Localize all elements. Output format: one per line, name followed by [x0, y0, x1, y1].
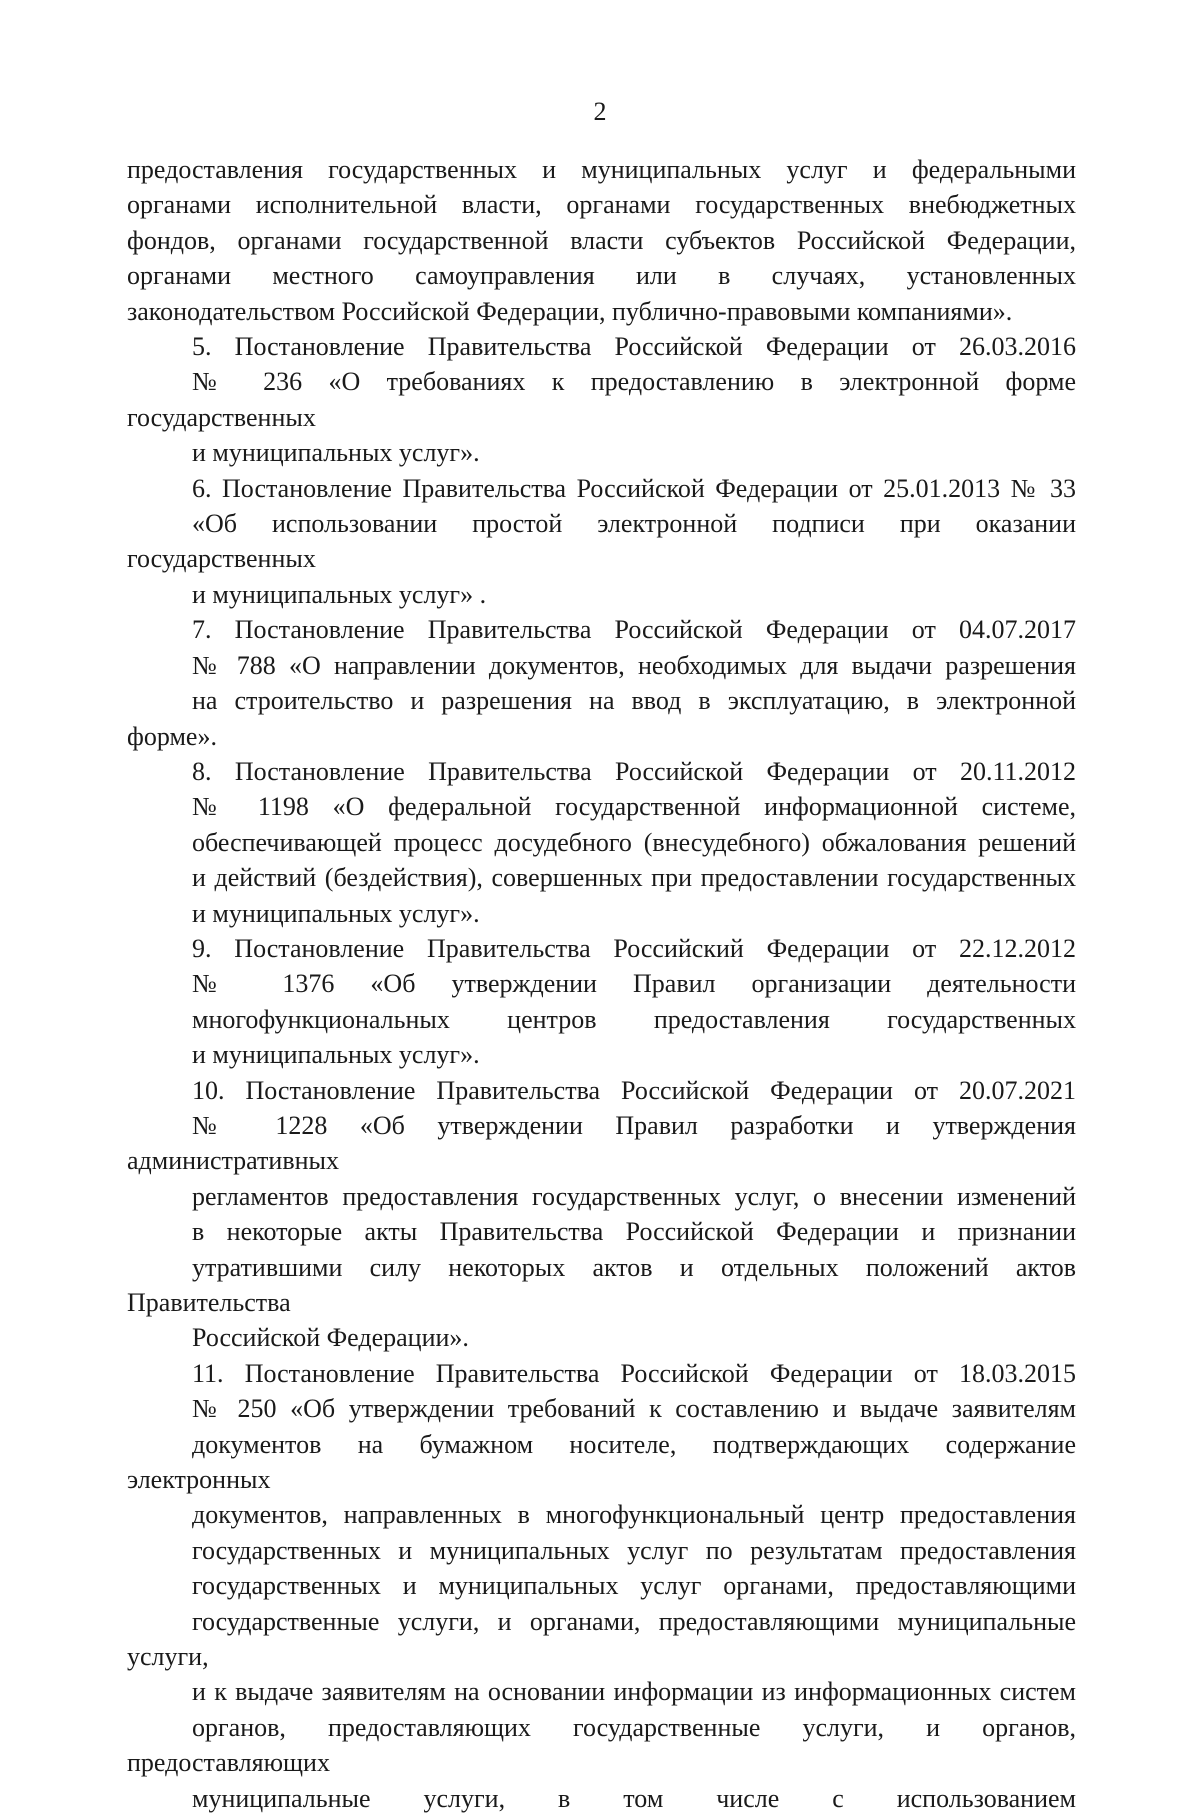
text-line: № 250 «Об утверждении требований к составлению и выдаче заявителям: [192, 1394, 1076, 1424]
text-line: № 1228 «Об утверждении Правил разработки и утверждения административных: [127, 1110, 1076, 1176]
text-line: многофункциональных центров предоставления государственных: [192, 1004, 1076, 1034]
text-line: Российской Федерации».: [192, 1323, 469, 1353]
text-line: муниципальные услуги, в том числе с использованием: [192, 1783, 1076, 1813]
text-line: государственных и муниципальных услуг по результатам предоставления: [192, 1535, 1076, 1565]
text-line: 6. Постановление Правительства Российской Федерации от 25.01.2013 № 33: [192, 473, 1076, 503]
text-line: и муниципальных услуг».: [192, 1040, 480, 1070]
text-line: обеспечивающей процесс досудебного (внесудебного) обжалования решений: [192, 827, 1076, 857]
text-line: 9. Постановление Правительства Российский Федерации от 22.12.2012: [192, 933, 1076, 963]
text-line: 11. Постановление Правительства Российской Федерации от 18.03.2015: [192, 1358, 1076, 1388]
text-line: государственные услуги, и органами, предоставляющими муниципальные услуги,: [127, 1606, 1076, 1672]
text-line: на строительство и разрешения на ввод в эксплуатацию, в электронной форме».: [127, 686, 1076, 751]
text-line: 5. Постановление Правительства Российской Федерации от 26.03.2016: [192, 332, 1076, 362]
text-line: 10. Постановление Правительства Российской Федерации от 20.07.2021: [192, 1075, 1076, 1105]
text-line: законодательством Российской Федерации, публично-правовыми компаниями».: [127, 296, 1013, 326]
text-line: 8. Постановление Правительства Российской Федерации от 20.11.2012: [192, 756, 1076, 786]
text-line: № 1376 «Об утверждении Правил организации деятельности: [192, 969, 1076, 999]
continuation-paragraph: [127, 152, 1076, 329]
text-line: органами исполнительной власти, органами государственных внебюджетных: [127, 190, 1076, 220]
text-line: органов, предоставляющих государственные услуги, и органов, предоставляющих: [127, 1712, 1076, 1778]
text-line: № 236 «О требованиях к предоставлению в электронной форме государственных: [127, 367, 1076, 432]
text-line: и муниципальных услуг» .: [192, 579, 487, 609]
text-line: в некоторые акты Правительства Российской Федерации и признании: [192, 1217, 1076, 1247]
text-line: государственных и муниципальных услуг органами, предоставляющими: [192, 1571, 1076, 1601]
text-line: утратившими силу некоторых актов и отдельных положений актов Правительства: [127, 1252, 1076, 1317]
text-line: и муниципальных услуг».: [192, 898, 480, 928]
text-line: и действий (бездействия), совершенных при предоставлении государственных: [192, 863, 1076, 893]
text-line: предоставления государственных и муниципальных услуг и федеральными: [127, 155, 1076, 184]
text-line: регламентов предоставления государственных услуг, о внесении изменений: [192, 1181, 1076, 1211]
numbered-paragraph: [127, 612, 1076, 754]
text-line: фондов, органами государственной власти субъектов Российской Федерации,: [127, 225, 1076, 255]
numbered-paragraph: [127, 754, 1076, 931]
document-body: [127, 152, 1076, 1816]
page-number: 2: [593, 97, 607, 126]
numbered-paragraph: [127, 329, 1076, 471]
text-line: документов, направленных в многофункциональный центр предоставления: [192, 1500, 1076, 1530]
text-line: 7. Постановление Правительства Российской Федерации от 04.07.2017: [192, 615, 1076, 645]
numbered-paragraph: [127, 1073, 1076, 1356]
text-line: органами местного самоуправления или в случаях, установленных: [127, 261, 1076, 291]
text-line: «Об использовании простой электронной подписи при оказании государственных: [127, 509, 1076, 574]
numbered-paragraph: [127, 1356, 1076, 1816]
numbered-paragraph: [127, 471, 1076, 613]
text-line: № 788 «О направлении документов, необходимых для выдачи разрешения: [192, 650, 1076, 680]
text-line: и к выдаче заявителям на основании информации из информационных систем: [192, 1677, 1076, 1707]
text-line: и муниципальных услуг».: [192, 438, 480, 468]
text-line: № 1198 «О федеральной государственной информационной системе,: [192, 792, 1076, 822]
text-line: документов на бумажном носителе, подтверждающих содержание электронных: [127, 1429, 1076, 1495]
numbered-paragraph: [127, 931, 1076, 1073]
